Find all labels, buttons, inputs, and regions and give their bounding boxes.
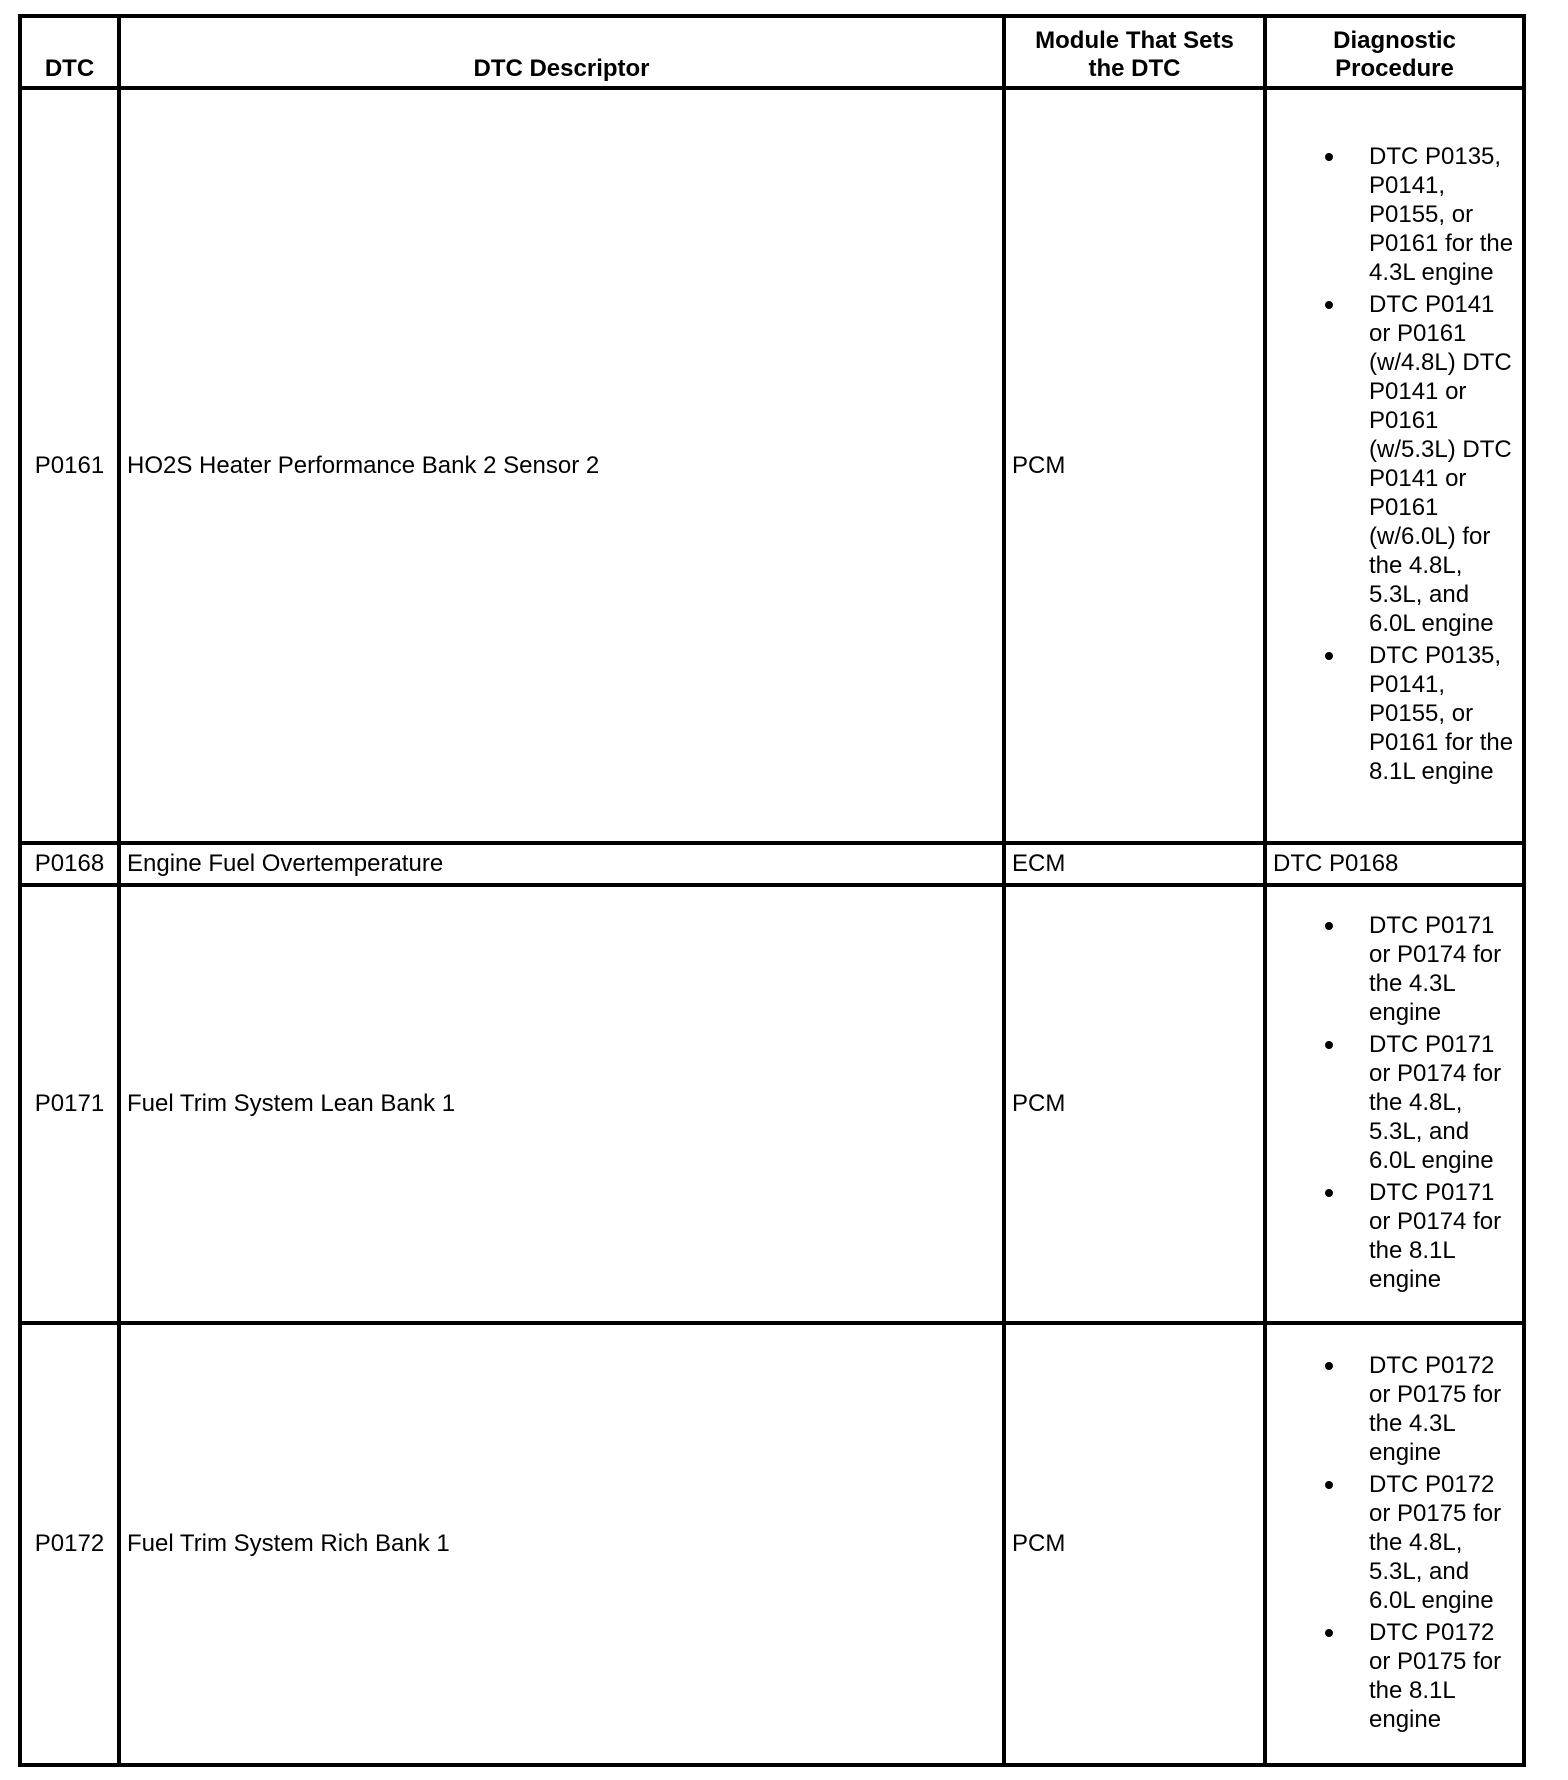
bullet-icon	[1325, 652, 1333, 660]
bullet-icon	[1325, 1362, 1333, 1370]
procedure-item	[1273, 1618, 1516, 1734]
module-cell: PCM	[1004, 1323, 1265, 1765]
diagnostic-procedure-cell	[1265, 885, 1524, 1323]
procedure-text: DTC P0172 or P0175 for the 8.1L engine	[1369, 1619, 1502, 1733]
bullet-icon	[1325, 1629, 1333, 1637]
procedure-text: DTC P0171 or P0174 for the 4.3L engine	[1369, 912, 1502, 1026]
bullet-icon	[1325, 1041, 1333, 1049]
bullet-icon	[1325, 1189, 1333, 1197]
header-module-label: Module That Sets the DTC	[1035, 27, 1234, 82]
header-dtc: DTC	[20, 16, 119, 88]
dtc-code-cell: P0172	[20, 1323, 119, 1765]
procedure-text: DTC P0171 or P0174 for the 4.8L, 5.3L, and 6.0L engine	[1369, 1031, 1502, 1174]
diagnostic-procedure-cell	[1265, 1323, 1524, 1765]
table-header-row	[20, 16, 1524, 88]
dtc-descriptor-cell: Fuel Trim System Rich Bank 1	[119, 1323, 1004, 1765]
bullet-icon	[1325, 153, 1333, 161]
bullet-icon	[1325, 1481, 1333, 1489]
module-cell: ECM	[1004, 843, 1265, 885]
procedure-item	[1273, 142, 1516, 287]
procedure-item	[1273, 1030, 1516, 1175]
bullet-icon	[1325, 301, 1333, 309]
table-row	[20, 88, 1524, 843]
dtc-descriptor-cell: HO2S Heater Performance Bank 2 Sensor 2	[119, 88, 1004, 843]
table-row	[20, 885, 1524, 1323]
header-diagnostic-procedure	[1265, 16, 1524, 88]
procedure-text: DTC P0141 or P0161 (w/4.8L) DTC P0141 or P0161 (w/5.3L) DTC P0141 or P0161 (w/6.0L) for the 4.8L, 5.3L, and 6.0L engine	[1369, 291, 1512, 637]
diagnostic-procedure-cell	[1265, 88, 1524, 843]
procedure-item	[1273, 911, 1516, 1027]
module-cell: PCM	[1004, 88, 1265, 843]
procedure-item	[1273, 641, 1516, 786]
module-cell: PCM	[1004, 885, 1265, 1323]
dtc-code-cell: P0171	[20, 885, 119, 1323]
header-module	[1004, 16, 1265, 88]
procedure-item	[1273, 1178, 1516, 1294]
procedure-item	[1273, 1351, 1516, 1467]
procedure-text: DTC P0135, P0141, P0155, or P0161 for the 8.1L engine	[1369, 642, 1514, 785]
procedure-text: DTC P0171 or P0174 for the 8.1L engine	[1369, 1179, 1502, 1293]
dtc-descriptor-cell: Engine Fuel Overtemperature	[119, 843, 1004, 885]
procedure-list	[1273, 911, 1516, 1294]
dtc-descriptor-cell: Fuel Trim System Lean Bank 1	[119, 885, 1004, 1323]
header-dtc-descriptor: DTC Descriptor	[119, 16, 1004, 88]
diagnostic-procedure-cell: DTC P0168	[1265, 843, 1524, 885]
procedure-list	[1273, 1351, 1516, 1734]
dtc-code-cell: P0168	[20, 843, 119, 885]
procedure-text: DTC P0172 or P0175 for the 4.3L engine	[1369, 1352, 1502, 1466]
table-row	[20, 843, 1524, 885]
header-procedure-label: Diagnostic Procedure	[1333, 27, 1456, 82]
procedure-item	[1273, 1470, 1516, 1615]
dtc-code-cell: P0161	[20, 88, 119, 843]
table-row	[20, 1323, 1524, 1765]
procedure-item	[1273, 290, 1516, 638]
dtc-table	[18, 14, 1526, 1767]
bullet-icon	[1325, 922, 1333, 930]
procedure-list	[1273, 142, 1516, 786]
procedure-text: DTC P0172 or P0175 for the 4.8L, 5.3L, and 6.0L engine	[1369, 1471, 1502, 1614]
procedure-text: DTC P0135, P0141, P0155, or P0161 for the 4.3L engine	[1369, 143, 1514, 286]
